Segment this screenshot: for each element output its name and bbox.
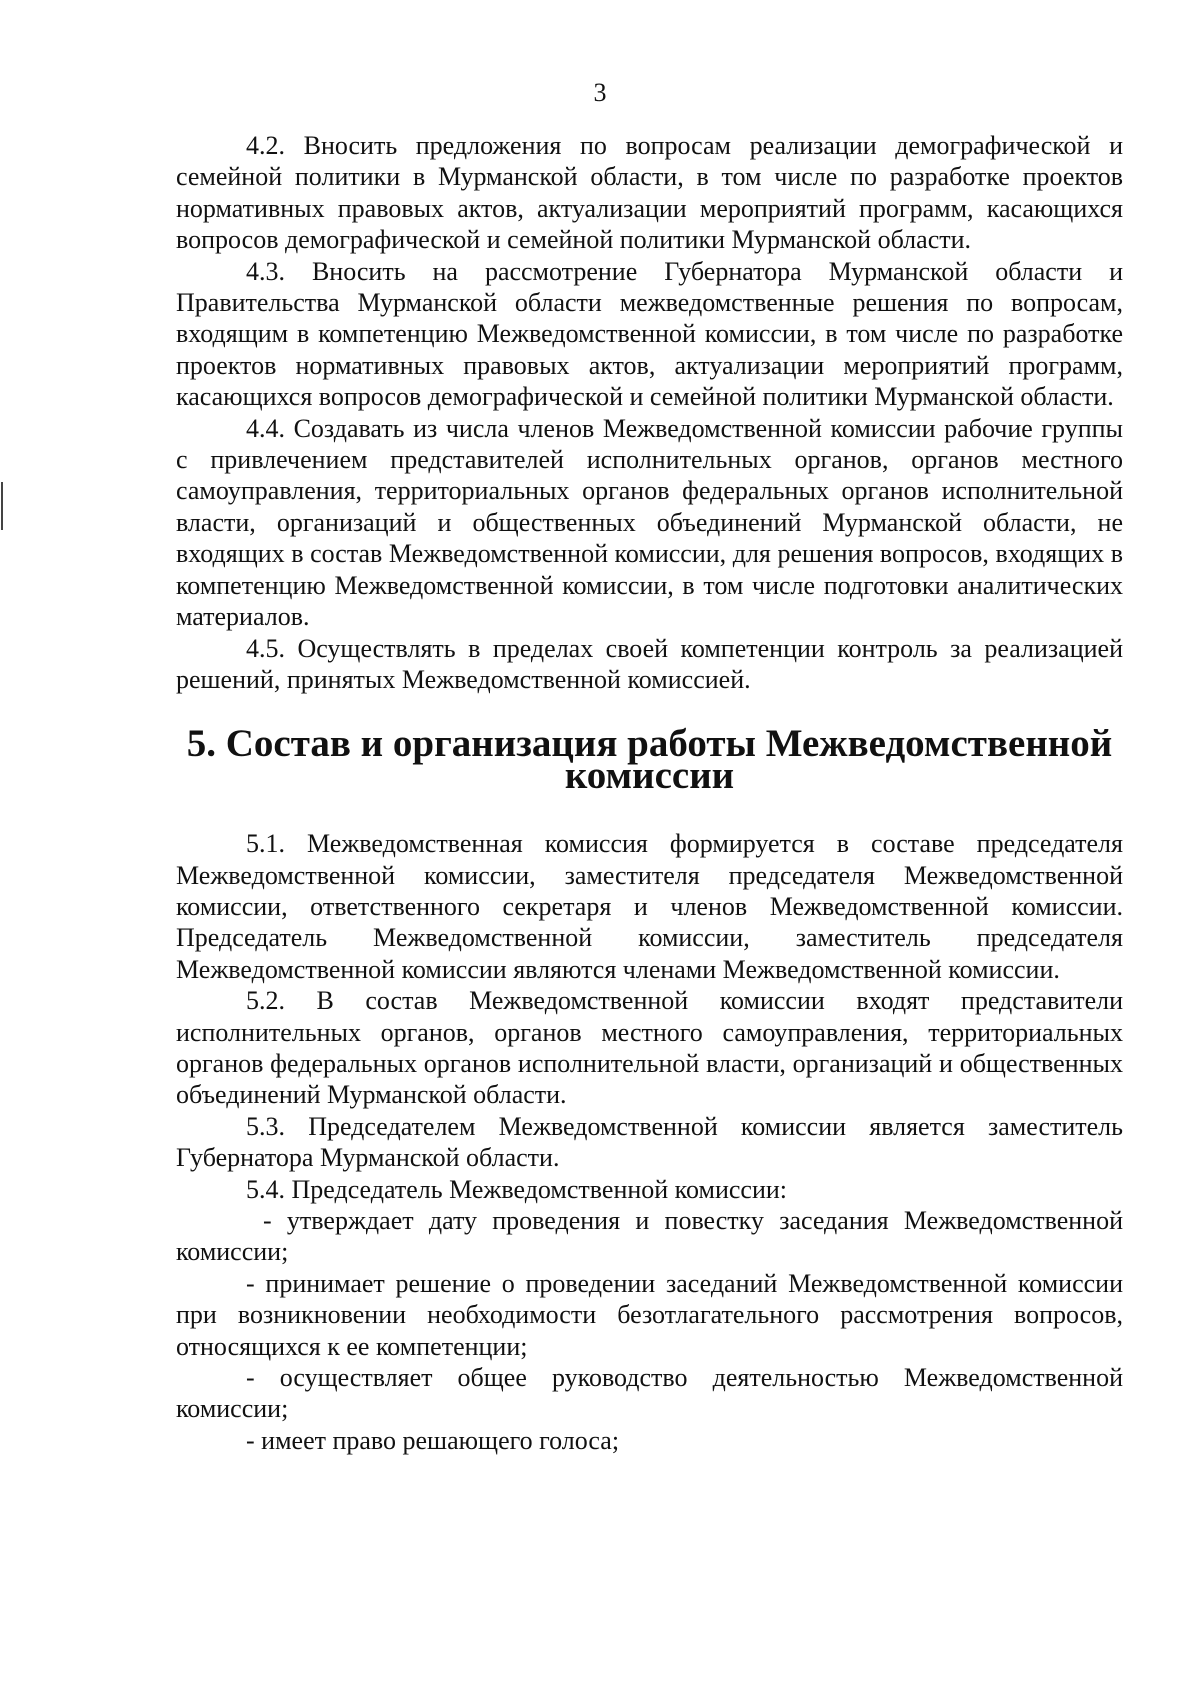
document-body [176,130,1123,1456]
section-5-heading: 5. Состав и организация работы Межведомственной комиссии [186,722,1113,797]
chair-duty-item: - осуществляет общее руководство деятельностью Межведомственной комиссии; [176,1363,1123,1424]
paragraph-4-3: 4.3. Вносить на рассмотрение Губернатора Мурманской области и Правительства Мурманской области межведомственные решения по вопросам, входящим в компетенцию Межведомственной комиссии, в том числе по разработке проектов нормативных правовых актов, актуализации мероприятий программ, касающихся вопросов демографической и семейной политики Мурманской области. [176,256,1123,412]
paragraph-5-2: 5.2. В состав Межведомственной комиссии входят представители исполнительных органов, органов местного самоуправления, территориальных органов федеральных органов исполнительной власти, организаций и общественных объединений Мурманской области. [176,986,1123,1110]
chair-duty-item: - принимает решение о проведении заседаний Межведомственной комиссии при возникновении необходимости безотлагательного рассмотрения вопросов, относящихся к ее компетенции; [176,1268,1123,1361]
paragraph-4-5: 4.5. Осуществлять в пределах своей компетенции контроль за реализацией решений, принятых Межведомственной комиссией. [176,633,1123,694]
paragraph-5-4: 5.4. Председатель Межведомственной комиссии: [246,1174,787,1204]
paragraph-5-3: 5.3. Председателем Межведомственной комиссии является заместитель Губернатора Мурманской области. [176,1111,1123,1173]
paragraph-5-1: 5.1. Межведомственная комиссия формируется в составе председателя Межведомственной комиссии, заместителя председателя Межведомственной комиссии, ответственного секретаря и членов Межведомственной комиссии. Председатель Межведомственной комиссии, заместитель председателя Межведомственной комиссии являются членами Межведомственной комиссии. [176,829,1123,984]
chair-duty-item: - утверждает дату проведения и повестку заседания Межведомственной комиссии; [176,1206,1123,1267]
scan-margin-mark [1,482,3,530]
paragraph-4-2: 4.2. Вносить предложения по вопросам реализации демографической и семейной политики в Мурманской области, в том числе по разработке проектов нормативных правовых актов, актуализации мероприятий программ, касающихся вопросов демографической и семейной политики Мурманской области. [176,131,1123,255]
chair-duty-item: - имеет право решающего голоса; [246,1425,620,1455]
page-number: 3 [593,78,607,107]
paragraph-4-4: 4.4. Создавать из числа членов Межведомственной комиссии рабочие группы с привлечением представителей исполнительных органов, органов местного самоуправления, территориальных органов федеральных органов исполнительной власти, организаций и общественных объединений Мурманской области, не входящих в состав Межведомственной комиссии, для решения вопросов, входящих в компетенцию Межведомственной комиссии, в том числе подготовки аналитических материалов. [176,413,1123,632]
